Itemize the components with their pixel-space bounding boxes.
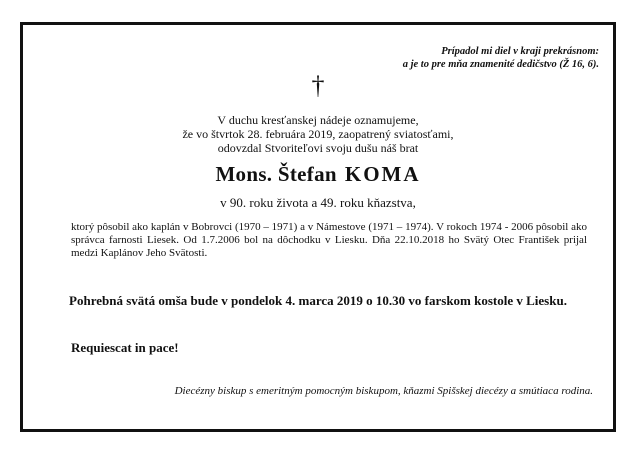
age-line: v 90. roku života a 49. roku kňazstva, xyxy=(220,195,416,210)
deceased-name xyxy=(23,161,613,187)
mass-notice: Pohrebná svätá omša bude v pondelok 4. marca 2019 o 10.30 vo farskom kostole v Liesku. xyxy=(69,293,567,308)
deceased-surname: KOMA xyxy=(344,162,421,186)
announcement-line-3: odovzdal Stvoriteľovi svoju dušu náš brat xyxy=(217,141,419,155)
deceased-given-name: Mons. Štefan xyxy=(215,162,337,186)
signature: Diecézny biskup s emeritným pomocným biskupom, kňazmi Spišskej diecézy a smútiaca rodina. xyxy=(174,385,593,397)
announcement-line-2: že vo štvrtok 28. februára 2019, zaopatrený sviatosťami, xyxy=(182,127,454,141)
requiescat: Requiescat in pace! xyxy=(71,340,179,355)
cross-icon: † xyxy=(311,71,325,100)
bible-quote xyxy=(403,45,599,71)
notice-frame xyxy=(20,22,616,432)
quote-line-2: a je to pre mňa znamenité dedičstvo (Ž 16, 6). xyxy=(402,59,599,70)
announcement xyxy=(23,113,613,155)
biography: ktorý pôsobil ako kaplán v Bobrovci (1970 – 1971) a v Námestove (1971 – 1974). V rokoch 1974 - 2006 pôsobil ako správca farnosti Liesek. Od 1.7.2006 bol na dôchodku v Liesku. Dňa 22.10.2018 ho Svätý Otec František prijal medzi Kaplánov Jeho Svätosti. xyxy=(71,221,587,259)
announcement-line-1: V duchu kresťanskej nádeje oznamujeme, xyxy=(217,113,419,127)
quote-line-1: Prípadol mi diel v kraji prekrásnom: xyxy=(441,46,599,57)
